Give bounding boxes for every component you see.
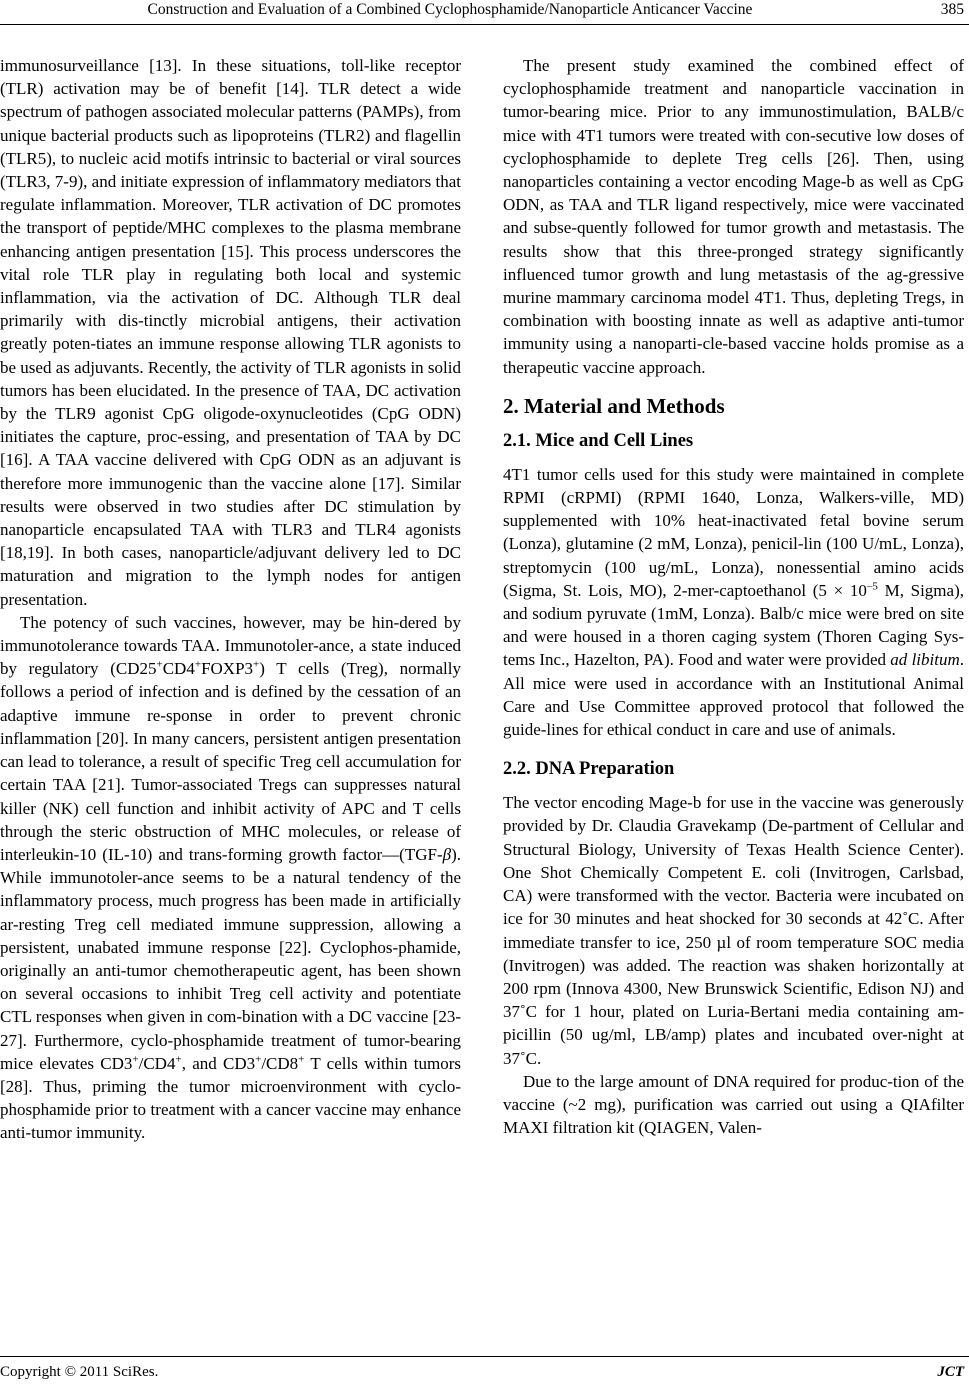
text-run: ). While immunotoler-ance seems to be a natural tendency of the inflammatory process, much progress has been made in artificially ar-resting Treg cell mediated immune suppression, allowing a persistent, unabated immune response [22]. Cyclophos-phamide, originally an anti-tumor chemotherapeutic agent, has been shown on several occasions to inhibit Treg cell activity and potentiate CTL responses when given in com-bination with a DC vaccine [23-27]. Furthermore, cyclo-phosphamide treatment of tumor-bearing mice elevates CD3 [0,844,461,1073]
text-run: 4T1 tumor cells used for this study were maintained in complete RPMI (cRPMI) (RPMI 1640, Lonza, Walkers-ville, MD) supplemented with 10% heat-inactivated fetal bovine serum (Lonza), glutamine (2 mM, Lonza), penicil-lin (100 U/mL, Lonza), streptomycin (100 ug/mL, Lonza), nonessential amino acids (Sigma, St. Lois, MO), 2-mer-captoethanol (5 × 10 [503,464,964,600]
footer-rule [0,1356,969,1357]
journal-abbreviation: JCT [937,1364,964,1380]
superscript: + [194,658,202,671]
text-run: /CD4 [138,1053,176,1073]
page-header [0,0,969,30]
page-number: 385 [940,1,964,18]
paragraph [503,463,964,741]
section-heading: 2. Material and Methods [503,393,725,418]
subsection-heading: 2.1. Mice and Cell Lines [503,430,694,451]
paragraph: The present study examined the combined effect of cyclophosphamide treatment and nanoparticle vaccination in tumor-bearing mice. Prior to any immunostimulation, BALB/c mice with 4T1 tumors were treated with con-secutive low doses of cyclophosphamide to deplete Treg cells [26]. Then, using nanoparticles containing a vector encoding Mage-b as well as CpG ODN, as TAA and TLR ligand respectively, mice were vaccinated and subse-quently followed for tumor growth and metastasis. The results show that this three-pronged strategy significantly influenced tumor growth and lung metastasis of the ag-gressive murine mammary carcinoma model 4T1. Thus, depleting Tregs, in combination with boosting innate as well as adaptive anti-tumor immunity using a nanoparti-cle-based vaccine holds promise as a therapeutic vaccine approach. [503,56,964,377]
text-run: CD4 [162,659,195,679]
italic-text: ad libitum [890,650,960,670]
paragraph: immunosurveillance [13]. In these situations, toll-like receptor (TLR) activation may be of benefit [14]. TLR detect a wide spectrum of pathogen associated molecular patterns (PAMPs), from unique bacterial products such as lipoproteins (TLR2) and flagellin (TLR5), to nucleic acid motifs intrinsic to bacterial or viral sources (TLR3, 7-9), and initiate expression of inflammatory mediators that regulate inflammation. Moreover, TLR activation of DC promotes the transport of peptide/MHC complexes to the plasma membrane enhancing antigen presentation [15]. This process underscores the vital role TLR play in regulating both local and systemic inflammation, via the activation of DC. Although TLR deal primarily with dis-tinctly microbial antigens, their activation greatly poten-tiates an immune response allowing TLR agonists to be used as adjuvants. Recently, the activity of TLR agonists in solid tumors has been elucidated. In the presence of TAA, DC activation by the TLR9 agonist CpG oligode-oxynucleotides (CpG ODN) initiates the capture, proc-essing, and presentation of TAA by DC [16]. A TAA vaccine delivered with CpG ODN as an adjuvant is therefore more immunogenic than the vaccine alone [17]. Similar results were observed in two studies after DC stimulation by nanoparticle encapsulated TAA with TLR3 and TLR4 agonists [18,19]. In both cases, nanoparticle/adjuvant delivery led to DC maturation and migration to the lymph nodes for antigen presentation. [0,56,461,609]
superscript: + [156,658,163,671]
text-run: T cells within tumors [28]. Thus, priming the tumor microenvironment with cyclo-phosphamide prior to treatment with a cancer vaccine may enhance anti-tumor immunity. [0,1053,461,1143]
text-run: The potency of such vaccines, however, may be hin-dered by immunotolerance towards TAA. Immunotoler-ance, a state induced by regulatory (CD25 [0,612,461,679]
right-column [503,54,964,1139]
subsection-heading: 2.2. DNA Preparation [503,759,675,780]
superscript: + [175,1053,182,1066]
paragraph: The vector encoding Mage-b for use in the vaccine was generously provided by Dr. Claudia Gravekamp (De-partment of Cellular and Structural Biology, University of Texas Health Science Center). One Shot Chemically Competent E. coli (Invitrogen, Carlsbad, CA) were transformed with the vector. Bacteria were incubated on ice for 30 minutes and heat shocked for 30 seconds at 42˚C. After immediate transfer to ice, 250 µl of room temperature SOC media (Invitrogen) was added. The reaction was shaken horizontally at 200 rpm (Innova 4300, New Brunswick Scientific, Edison NJ) and 37˚C for 1 hour, plated on Luria-Bertani media containing am-picillin (50 ug/ml, LB/amp) plates and incubated over-night at 37˚C. [503,793,964,1068]
superscript: + [298,1053,305,1066]
text-run: M, Sigma), and sodium pyruvate (1mM, Lonza). Balb/c mice were bred on site and were housed in a thoren caging system (Thoren Caging Sys-tems Inc., Hazelton, PA). Food and water were provided [503,580,964,670]
paragraph: Due to the large amount of DNA required for produc-tion of the vaccine (~2 mg), purification was carried out using a QIAfilter MAXI filtration kit (QIAGEN, Valen- [503,1071,964,1138]
copyright-notice: Copyright © 2011 SciRes. [0,1364,159,1380]
paragraph [0,611,461,1145]
running-title: Construction and Evaluation of a Combined Cyclophosphamide/Nanoparticle Anticancer Vaccine [147,1,753,18]
text-run: FOXP3 [201,659,254,679]
text-run: , and CD3 [181,1053,256,1073]
text-run: . All mice were used in accordance with an Institutional Animal Care and Use Committee approved protocol that followed the guide-lines for ethical conduct in care and use of animals. [503,650,965,740]
greek-beta: β [442,844,452,864]
superscript: + [132,1053,139,1066]
left-column [0,54,461,1145]
superscript: + [253,658,260,671]
text-run: /CD8 [261,1053,299,1073]
header-rule [0,24,969,25]
superscript: + [255,1053,262,1066]
superscript: –5 [866,580,878,593]
text-run: ) T cells (Treg), normally follows a period of infection and is defined by the cessation of an adaptive immune re-sponse in order to prevent chronic inflammation [20]. In many cancers, persistent antigen presentation can lead to tolerance, a result of specific Treg cell accumulation for certain TAA [21]. Tumor-associated Tregs can suppresses natural killer (NK) cell function and inhibit activity of APC and T cells through the steric obstruction of MHC molecules, or release of interleukin-10 (IL-10) and trans-forming growth factor—(TGF- [0,659,461,864]
